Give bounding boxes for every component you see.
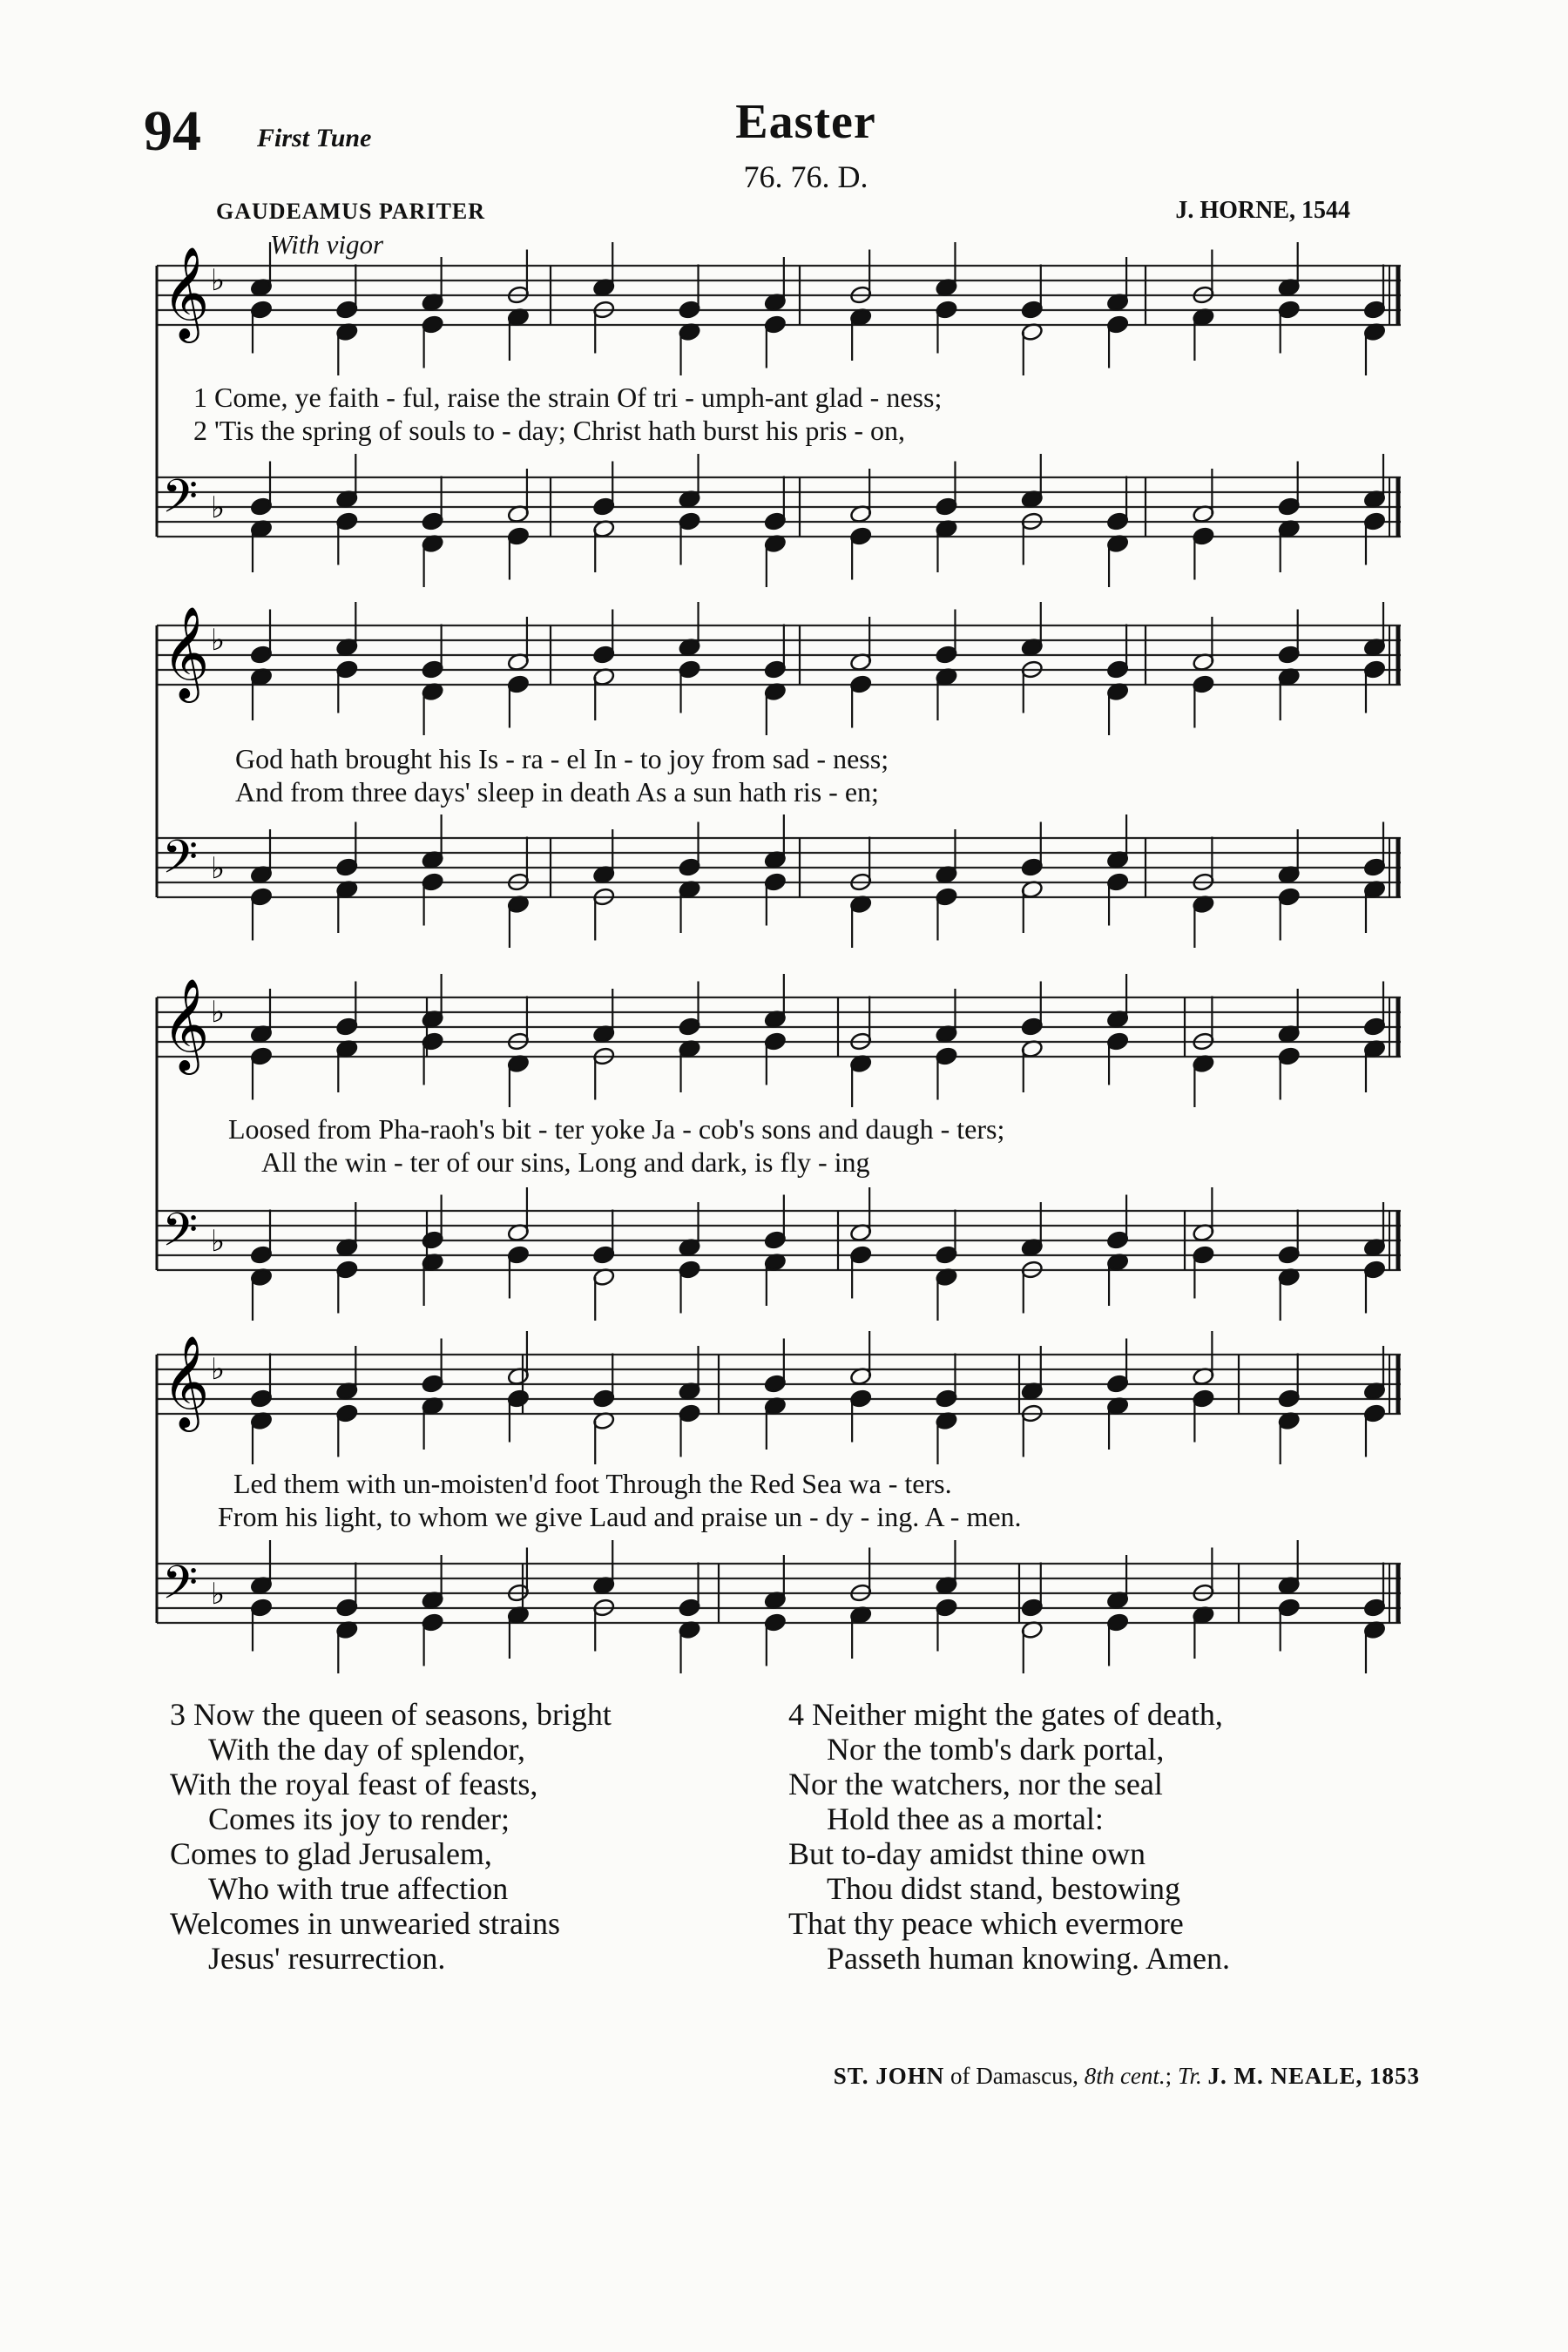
tune-name: GAUDEAMUS PARITER: [216, 199, 486, 224]
stanza-line: Jesus' resurrection.: [208, 1941, 446, 1976]
stanza-line: With the day of splendor,: [208, 1732, 526, 1767]
system-2-lyric-verse-2: And from three days' sleep in death As a sun hath ris - en;: [235, 776, 879, 808]
author-name: ST. JOHN: [833, 2063, 945, 2089]
stanza-line: Passeth human knowing. Amen.: [827, 1941, 1230, 1976]
hymn-number: 94: [144, 99, 201, 163]
key-signature-flat: ♭: [211, 995, 226, 1030]
season-title: Easter: [735, 95, 876, 149]
composer: J. HORNE, 1544: [1175, 197, 1350, 224]
author-place: of Damascus,: [950, 2063, 1078, 2089]
key-signature-flat: ♭: [211, 623, 226, 658]
tempo-marking: With vigor: [270, 229, 384, 260]
stanza-line: Nor the tomb's dark portal,: [827, 1732, 1165, 1767]
translator-name: J. M. NEALE, 1853: [1207, 2063, 1420, 2089]
key-signature-flat: ♭: [211, 490, 226, 525]
key-signature-flat: ♭: [211, 1224, 226, 1259]
system-1-lyric-verse-1: 1 Come, ye faith - ful, raise the strain Of tri - umph-ant glad - ness;: [193, 382, 943, 413]
stanza-line: Thou didst stand, bestowing: [827, 1871, 1180, 1906]
stanza-line: That thy peace which evermore: [788, 1906, 1184, 1941]
stanza-3: [170, 1697, 612, 1976]
system-1-lyric-verse-2: 2 'Tis the spring of souls to - day; Christ hath burst his pris - on,: [193, 415, 906, 446]
stanza-line: Hold thee as a mortal:: [827, 1801, 1104, 1836]
key-signature-flat: ♭: [211, 1577, 226, 1612]
key-signature-flat: ♭: [211, 263, 226, 298]
stanza-line: Who with true affection: [208, 1871, 509, 1906]
key-signature-flat: ♭: [211, 1352, 226, 1387]
stanza-line: 3 Now the queen of seasons, bright: [170, 1697, 612, 1732]
system-3-lyric-verse-2: All the win - ter of our sins, Long and dark, is fly - ing: [261, 1146, 870, 1178]
translator-label: Tr.: [1177, 2063, 1202, 2089]
bass-clef: 𝄢: [162, 831, 199, 896]
meter: 76. 76. D.: [743, 159, 868, 194]
stanza-line: But to-day amidst thine own: [788, 1836, 1146, 1871]
bass-clef: 𝄢: [162, 1204, 199, 1268]
bass-clef: 𝄢: [162, 470, 199, 535]
stanza-line: With the royal feast of feasts,: [170, 1767, 538, 1801]
tune-label: First Tune: [257, 124, 372, 152]
system-4-lyric-verse-2: From his light, to whom we give Laud and praise un - dy - ing. A - men.: [218, 1501, 1022, 1532]
author-century: 8th cent.: [1084, 2063, 1166, 2089]
stanza-line: 4 Neither might the gates of death,: [788, 1697, 1223, 1732]
system-3-lyric-verse-1: Loosed from Pha-raoh's bit - ter yoke Ja - cob's sons and daugh - ters;: [228, 1113, 1005, 1145]
system-4-lyric-verse-1: Led them with un-moisten'd foot Through the Red Sea wa - ters.: [233, 1468, 952, 1499]
key-signature-flat: ♭: [211, 851, 226, 886]
treble-clef: 𝄞: [162, 246, 210, 339]
system-2-lyric-verse-1: God hath brought his Is - ra - el In - to joy from sad - ness;: [235, 743, 889, 774]
stanza-line: Comes to glad Jerusalem,: [170, 1836, 492, 1871]
treble-clef: 𝄞: [162, 605, 210, 699]
attribution: ST. JOHN of Damascus, 8th cent.; Tr. J. M. NEALE, 1853: [833, 2063, 1420, 2089]
stanza-line: Comes its joy to render;: [208, 1801, 510, 1836]
stanza-line: Welcomes in unwearied strains: [170, 1906, 560, 1941]
stanza-4: [788, 1697, 1230, 1976]
treble-clef: 𝄞: [162, 1335, 210, 1428]
bass-clef: 𝄢: [162, 1557, 199, 1621]
treble-clef: 𝄞: [162, 977, 210, 1071]
stanza-line: Nor the watchers, nor the seal: [788, 1767, 1163, 1801]
